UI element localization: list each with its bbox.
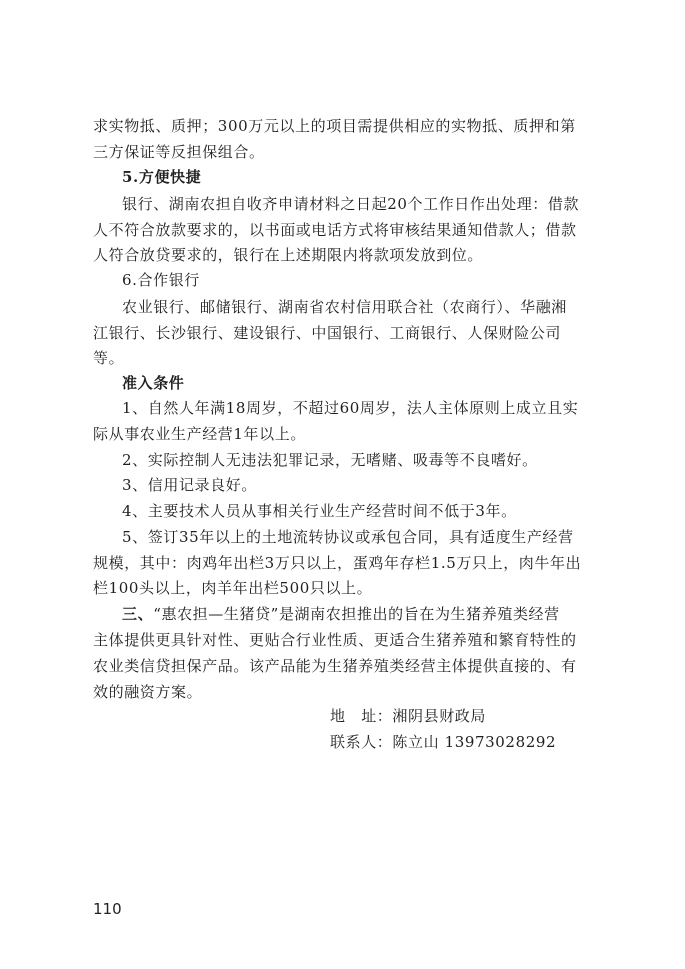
body-line: 3、信用记录良好。 [122, 476, 257, 494]
body-line: 1、自然人年满18周岁，不超过60周岁，法人主体原则上成立且实 [122, 399, 579, 417]
body-line: 人符合放贷要求的，银行在上述期限内将款项发放到位。 [93, 246, 484, 264]
body-line: 效的融资方案。 [93, 683, 203, 701]
body-line: 主体提供更具针对性、更贴合行业性质、更适合生猪养殖和繁育特性的 [93, 631, 577, 649]
heading-eligibility: 准入条件 [122, 374, 185, 392]
section3-text: “惠农担—生猪贷”是湖南农担推出的旨在为生猪养殖类经营 [153, 605, 560, 623]
body-line: 4、主要技术人员从事相关行业生产经营时间不低于3年。 [122, 502, 517, 520]
subheading-partner-banks: 6.合作银行 [122, 271, 200, 289]
body-line: 等。 [93, 349, 125, 367]
body-line: 栏100头以上，肉羊年出栏500只以上。 [93, 579, 373, 597]
body-line: 江银行、长沙银行、建设银行、中国银行、工商银行、人保财险公司 [93, 324, 562, 342]
body-line: 人不符合放款要求的，以书面或电话方式将审核结果通知借款人；借款 [93, 221, 577, 239]
body-line: 农业银行、邮储银行、湖南省农村信用联合社（农商行）、华融湘 [122, 298, 567, 316]
body-line: 银行、湖南农担自收齐申请材料之日起20个工作日作出处理：借款 [122, 195, 580, 213]
body-line: 2、实际控制人无违法犯罪记录，无嗜赌、吸毒等不良嗜好。 [122, 451, 538, 469]
section3-first-line [122, 603, 603, 625]
body-line: 5、签订35年以上的土地流转协议或承包合同，具有适度生产经营 [122, 528, 574, 546]
body-line: 农业类信贷担保产品。该产品能为生猪养殖类经营主体提供直接的、有 [93, 657, 577, 675]
address-line: 地 址：湘阴县财政局 [330, 707, 487, 725]
body-line: 三方保证等反担保组合。 [93, 143, 265, 161]
contact-line: 联系人：陈立山 13973028292 [330, 733, 557, 751]
body-line: 求实物抵、质押；300万元以上的项目需提供相应的实物抵、质押和第 [93, 117, 576, 135]
body-line: 规模，其中：肉鸡年出栏3万只以上，蛋鸡年存栏1.5万只上，肉牛年出 [93, 554, 582, 572]
section3-heading: 三、 [122, 605, 154, 623]
subheading-convenience: 5.方便快捷 [122, 168, 202, 186]
page-number: 110 [93, 900, 122, 918]
body-line: 际从事农业生产经营1年以上。 [93, 425, 306, 443]
